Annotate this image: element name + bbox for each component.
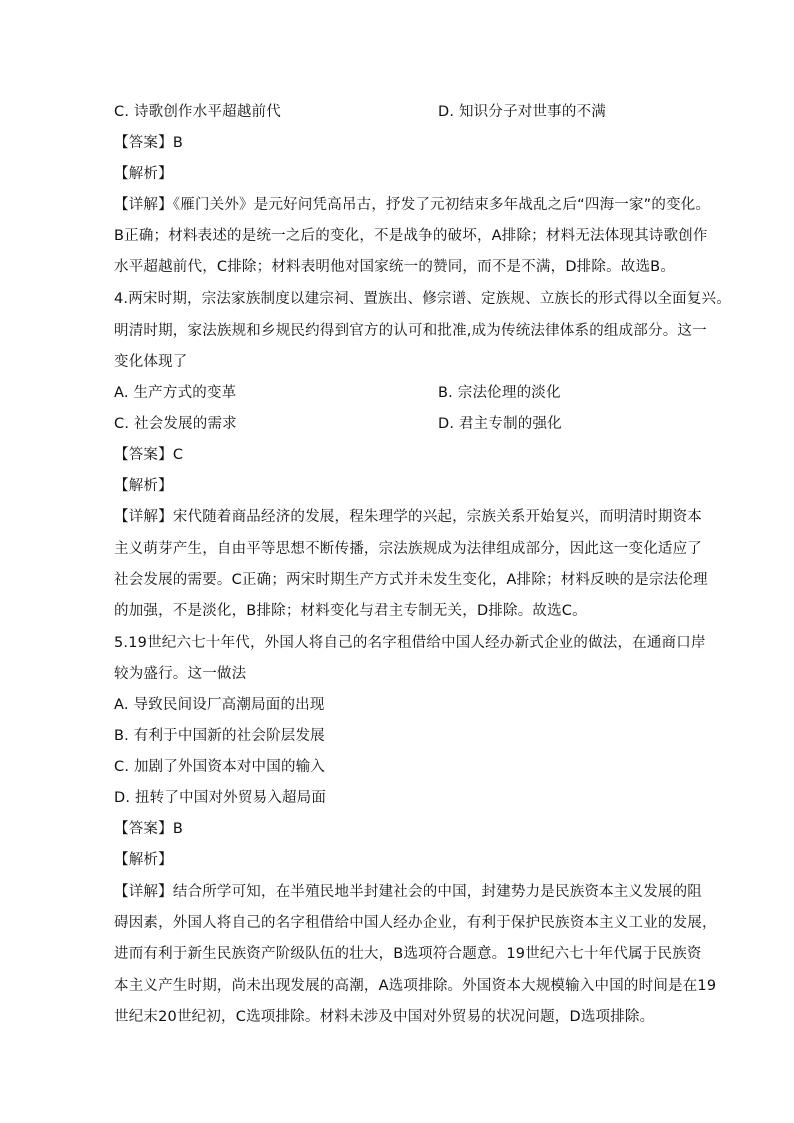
answer-value: B — [172, 821, 183, 837]
q4-explanation-line-3: 社会发展的需要。C正确；两宋时期生产方式并未发生变化，A排除；材料反映的是宗法伦理 — [114, 572, 708, 588]
detail-tag: 【详解】 — [114, 197, 173, 213]
q5-option-b: B. 有利于中国新的社会阶层发展 — [114, 728, 325, 744]
q5-explanation-line-2: 碍因素，外国人将自己的名字租借给中国人经办企业，有利于保护民族资本主义工业的发展， — [114, 915, 717, 931]
q5-answer — [114, 819, 183, 839]
q3-answer — [114, 133, 183, 153]
q4-analysis-heading: 【解析】 — [114, 478, 173, 494]
q4-option-b: B. 宗法伦理的淡化 — [438, 385, 561, 401]
answer-value: B — [172, 135, 183, 151]
q3-option-c: C. 诗歌创作水平超越前代 — [114, 104, 281, 120]
q4-option-c: C. 社会发展的需求 — [114, 416, 237, 432]
q3-explanation-line-1: 【详解】《雁门关外》是元好问凭高吊古，抒发了元初结束多年战乱之后“四海一家”的变化。 — [114, 197, 711, 213]
detail-tag: 【详解】 — [114, 884, 173, 900]
q5-option-d: D. 扭转了中国对外贸易入超局面 — [114, 790, 327, 806]
detail-tag: 【详解】 — [114, 509, 173, 525]
q4-explanation-line-2: 主义萌芽产生，自由平等思想不断传播，宗法族规成为法律组成部分，因此这一变化适应了 — [114, 541, 702, 557]
q4-stem-line-2: 明清时期，家法族规和乡规民约得到官方的认可和批准,成为传统法律体系的组成部分。这一 — [114, 323, 707, 339]
q5-option-a: A. 导致民间设厂高潮局面的出现 — [114, 697, 325, 713]
q4-option-d: D. 君主专制的强化 — [438, 416, 562, 432]
q3-analysis-heading: 【解析】 — [114, 166, 173, 182]
answer-tag: 【答案】 — [114, 821, 173, 837]
q5-explanation-line-5: 世纪末20世纪初，C选项排除。材料未涉及中国对外贸易的状况问题，D选项排除。 — [114, 1009, 655, 1025]
answer-tag: 【答案】 — [114, 447, 173, 463]
q5-explanation-line-1: 【详解】结合所学可知，在半殖民地半封建社会的中国，封建势力是民族资本主义发展的阻 — [114, 884, 703, 900]
q5-explanation-line-3: 进而有利于新生民族资产阶级队伍的壮大，B选项符合题意。19世纪六七十年代属于民族资 — [114, 946, 702, 962]
q3-explanation-line-3: 水平超越前代，C排除；材料表明他对国家统一的赞同，而不是不满，D排除。故选B。 — [114, 259, 676, 275]
q5-stem-line-2: 较为盛行。这一做法 — [114, 666, 247, 682]
q4-explanation-line-4: 的加强，不是淡化，B排除；材料变化与君主专制无关，D排除。故选C。 — [114, 603, 587, 619]
answer-value: C — [172, 447, 184, 463]
q5-explanation-line-4: 本主义产生时期，尚未出现发展的高潮，A选项排除。外国资本大规模输入中国的时间是在19 — [114, 978, 717, 994]
q4-stem-line-3: 变化体现了 — [114, 354, 188, 370]
q3-option-d: D. 知识分子对世事的不满 — [438, 104, 606, 120]
q5-analysis-heading: 【解析】 — [114, 852, 173, 868]
q5-option-c: C. 加剧了外国资本对中国的输入 — [114, 759, 326, 775]
q4-explanation-line-1: 【详解】宋代随着商品经济的发展，程朱理学的兴起，宗族关系开始复兴，而明清时期资本 — [114, 509, 703, 525]
q4-option-a: A. 生产方式的变革 — [114, 385, 237, 401]
q4-answer — [114, 445, 183, 465]
q3-explanation-line-2: B正确；材料表述的是统一之后的变化，不是战争的破坏，A排除；材料无法体现其诗歌创作 — [114, 228, 708, 244]
q5-stem-line-1: 5.19世纪六七十年代，外国人将自己的名字租借给中国人经办新式企业的做法，在通商口岸 — [114, 635, 706, 651]
q4-stem-line-1: 4.两宋时期，宗法家族制度以建宗祠、置族出、修宗谱、定族规、立族长的形式得以全面复兴。 — [114, 291, 731, 307]
answer-tag: 【答案】 — [114, 135, 173, 151]
